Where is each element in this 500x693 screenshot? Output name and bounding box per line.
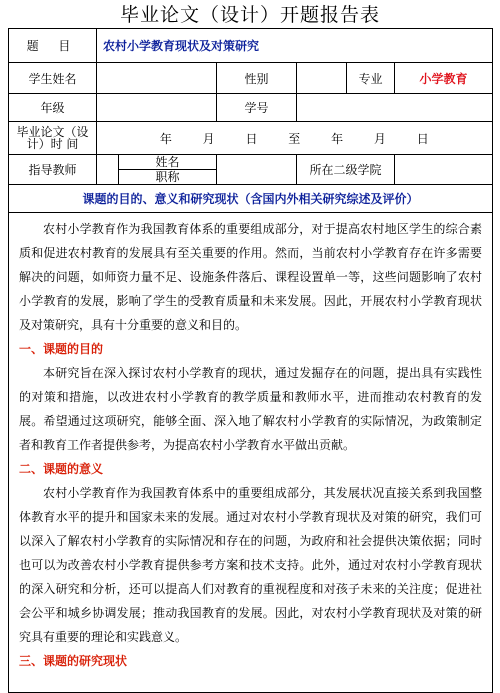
major-label: 专业 — [347, 63, 395, 94]
student-name-value[interactable] — [97, 63, 217, 94]
student-id-label: 学号 — [217, 94, 297, 122]
grade-label: 年级 — [9, 94, 97, 122]
advisor-title-label: 职称 — [119, 170, 217, 185]
gender-label: 性别 — [217, 63, 297, 94]
content-cell — [9, 213, 493, 693]
topic-row — [9, 29, 493, 63]
advisor-row-1 — [9, 155, 493, 170]
student-row — [9, 63, 493, 94]
topic-value: 农村小学教育现状及对策研究 — [97, 29, 493, 63]
student-name-label: 学生姓名 — [9, 63, 97, 94]
advisor-name-blank[interactable] — [97, 155, 119, 185]
proposal-form — [8, 28, 493, 693]
time-row — [9, 122, 493, 155]
major-value: 小学教育 — [395, 63, 493, 94]
advisor-label: 指导教师 — [9, 155, 97, 185]
advisor-name-label: 姓名 — [119, 155, 217, 170]
heading-purpose: 一、课题的目的 — [19, 342, 104, 356]
section-header-row — [9, 185, 493, 213]
significance-paragraph: 农村小学教育作为我国教育体系中的重要组成部分，其发展状况直接关系到我国整体教育水平的提升和国家未来的发展。通过对农村小学教育现状及对策的研究，我们可以深入了解农村小学教育的实际情况和存在的问题，为政府和社会提供决策依据；同时也可以为改善农村小学教育提供参考方案和技术支持。此外，通过对农村小学教育现状的深入研究和分析，还可以提高人们对教育的重视程度和对孩子未来的关注度；促进社会公平和城乡协调发展；推动我国教育的发展。因此，对农村小学教育现状及对策的研究具有重要的理论和实践意义。 — [19, 486, 483, 644]
grade-row — [9, 94, 493, 122]
college-value[interactable] — [395, 155, 493, 185]
heading-research-status: 三、课题的研究现状 — [19, 654, 128, 668]
advisor-info-blank[interactable] — [217, 155, 297, 185]
thesis-time-label: 毕业论文（设计）时 间 — [9, 122, 97, 155]
gender-value[interactable] — [297, 63, 347, 94]
intro-paragraph: 农村小学教育作为我国教育体系的重要组成部分，对于提高农村地区学生的综合素质和促进农村教育的发展具有至关重要的作用。然而，当前农村小学教育存在许多需要解决的问题，如师资力量不足、设施条件落后、课程设置单一等，这些问题影响了农村小学教育的发展，影响了学生的受教育质量和未来发展。因此，开展农村小学教育现状及对策研究，具有十分重要的意义和目的。 — [19, 222, 483, 332]
purpose-paragraph: 本研究旨在深入探讨农村小学教育的现状，通过发掘存在的问题，提出具有实践性的对策和措施，以改进农村小学教育的教学质量和教师水平，进而推动农村教育的发展。希望通过这项研究，能够全面、深入地了解农村小学教育的实际情况，为政策制定者和教育工作者提供参考，为提高农村小学教育水平做出贡献。 — [19, 366, 483, 452]
student-id-value[interactable] — [297, 94, 493, 122]
topic-label: 题 目 — [9, 29, 97, 63]
grade-value[interactable] — [97, 94, 217, 122]
heading-significance: 二、课题的意义 — [19, 462, 104, 476]
thesis-date-range: 年 月 日 至 年 月 日 — [97, 122, 493, 155]
college-label: 所在二级学院 — [297, 155, 395, 185]
content-row — [9, 213, 493, 693]
page-title: 毕业论文（设计）开题报告表 — [119, 4, 380, 26]
section-header: 课题的目的、意义和研究现状（含国内外相关研究综述及评价） — [9, 185, 493, 213]
